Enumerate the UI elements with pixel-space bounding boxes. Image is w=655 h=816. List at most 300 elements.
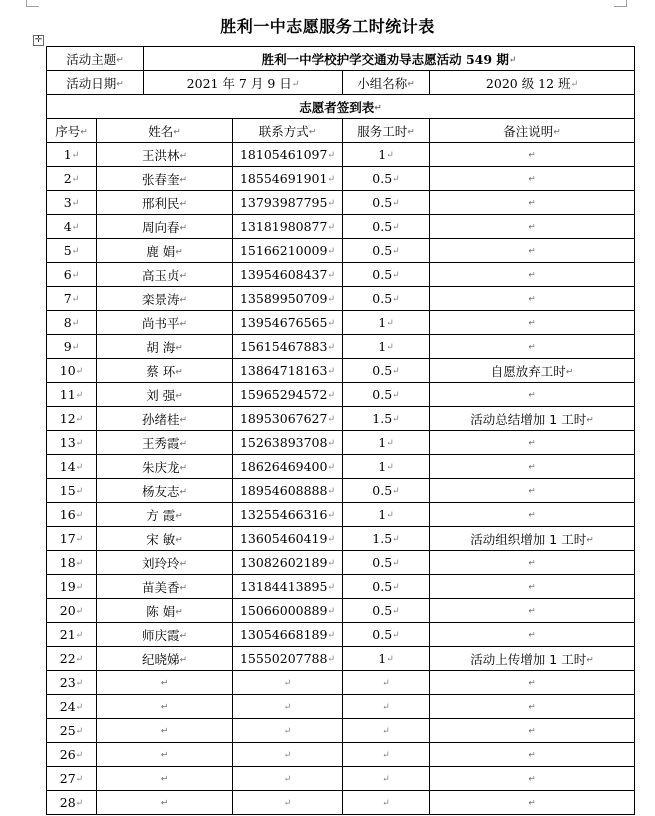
return-mark-icon: ↵ (586, 535, 594, 545)
volunteer-name-cell[interactable] (97, 263, 233, 287)
row-number-cell[interactable] (47, 599, 97, 623)
row-number-cell[interactable] (47, 527, 97, 551)
volunteer-name: 纪晓娣 (141, 651, 180, 667)
date-value[interactable]: 2021 年 7 月 9 日↵ (144, 71, 343, 95)
service-hours-cell[interactable] (343, 503, 430, 527)
service-hours-cell[interactable] (343, 191, 430, 215)
volunteer-name-cell[interactable] (97, 167, 233, 191)
contact-phone-cell[interactable] (233, 383, 343, 407)
row-number-cell[interactable] (47, 263, 97, 287)
move-handle-icon[interactable]: ✛ (34, 35, 43, 45)
return-mark-icon: ↵ (175, 247, 183, 257)
volunteer-name: 朱庆龙 (141, 459, 180, 475)
row-number-cell[interactable] (47, 167, 97, 191)
return-mark-icon: ↵ (382, 798, 390, 809)
row-number-cell[interactable] (47, 191, 97, 215)
contact-phone-cell[interactable] (233, 239, 343, 263)
remark-cell[interactable] (430, 239, 635, 263)
return-mark-icon: ↵ (392, 198, 400, 209)
return-mark-icon: ↵ (586, 415, 594, 425)
service-hours: 0.5 (372, 291, 393, 306)
contact-phone-cell[interactable] (233, 359, 343, 383)
service-hours-cell[interactable] (343, 767, 430, 791)
row-number-cell[interactable] (47, 215, 97, 239)
remark: 自愿放弃工时 (490, 363, 566, 379)
service-hours-cell[interactable] (343, 599, 430, 623)
remark-cell[interactable] (430, 671, 635, 695)
remark-cell[interactable] (430, 167, 635, 191)
contact-phone: 18954608888 (239, 483, 328, 498)
row-number: 28 (59, 795, 76, 810)
service-hours: 1 (378, 147, 387, 162)
contact-phone: 15166210009 (239, 243, 328, 258)
volunteer-name: 刘 强 (146, 387, 176, 403)
volunteer-name-cell[interactable] (97, 647, 233, 671)
row-number-cell[interactable] (47, 407, 97, 431)
contact-phone-cell[interactable] (233, 695, 343, 719)
return-mark-icon: ↵ (392, 390, 400, 401)
return-mark-icon: ↵ (327, 270, 336, 281)
contact-phone-cell[interactable] (233, 407, 343, 431)
contact-phone-cell[interactable] (233, 791, 343, 815)
service-hours-cell[interactable] (343, 479, 430, 503)
row-number-cell[interactable] (47, 551, 97, 575)
volunteer-name-cell[interactable] (97, 215, 233, 239)
return-mark-icon: ↵ (327, 294, 336, 305)
service-hours: 0.5 (372, 267, 393, 282)
table-row (47, 383, 635, 407)
volunteer-name: 周向春 (141, 219, 180, 235)
table-row (47, 239, 635, 263)
date-label: 活动日期↵ (47, 71, 144, 95)
return-mark-icon: ↵ (71, 222, 80, 233)
remark-cell[interactable] (430, 743, 635, 767)
return-mark-icon: ↵ (382, 726, 390, 737)
row-number-cell[interactable] (47, 479, 97, 503)
remark-cell[interactable] (430, 455, 635, 479)
service-hours-cell[interactable] (343, 215, 430, 239)
table-row (47, 479, 635, 503)
volunteer-name: 宋 敏 (146, 531, 176, 547)
return-mark-icon: ↵ (528, 510, 536, 521)
volunteer-name: 蔡 环 (146, 363, 176, 379)
volunteer-name-cell[interactable] (97, 791, 233, 815)
return-mark-icon: ↵ (179, 439, 188, 449)
return-mark-icon: ↵ (75, 414, 84, 425)
contact-phone: 15550207788 (239, 651, 328, 666)
row-number-cell[interactable] (47, 743, 97, 767)
return-mark-icon: ↵ (528, 150, 536, 161)
return-mark-icon: ↵ (327, 582, 336, 593)
contact-phone-cell[interactable] (233, 767, 343, 791)
return-mark-icon: ↵ (75, 654, 84, 665)
volunteer-name-cell[interactable] (97, 311, 233, 335)
return-mark-icon: ↵ (528, 702, 536, 713)
service-hours: 1 (378, 435, 387, 450)
row-number-cell[interactable] (47, 695, 97, 719)
return-mark-icon: ↵ (75, 774, 84, 785)
return-mark-icon: ↵ (392, 630, 400, 641)
return-mark-icon: ↵ (528, 606, 536, 617)
volunteer-name-cell[interactable] (97, 623, 233, 647)
contact-phone: 13793987795 (239, 195, 328, 210)
volunteer-name-cell[interactable] (97, 239, 233, 263)
return-mark-icon: ↵ (327, 534, 336, 545)
row-number: 26 (59, 747, 76, 762)
volunteer-name-cell[interactable] (97, 527, 233, 551)
return-mark-icon: ↵ (327, 318, 336, 329)
return-mark-icon: ↵ (160, 678, 169, 689)
contact-phone: 13954608437 (239, 267, 328, 282)
worktime-table (46, 46, 635, 815)
contact-phone-cell[interactable] (233, 263, 343, 287)
remark-cell[interactable] (430, 695, 635, 719)
service-hours-cell[interactable] (343, 239, 430, 263)
return-mark-icon: ↵ (528, 198, 536, 209)
return-mark-icon: ↵ (160, 726, 169, 737)
return-mark-icon: ↵ (283, 798, 292, 809)
row-number-cell[interactable] (47, 455, 97, 479)
contact-phone: 18105461097 (239, 147, 328, 162)
return-mark-icon: ↵ (528, 174, 536, 185)
volunteer-name-cell[interactable] (97, 191, 233, 215)
table-row (47, 791, 635, 815)
volunteer-name: 陈 娟 (146, 603, 176, 619)
return-mark-icon: ↵ (528, 774, 536, 785)
service-hours-cell[interactable] (343, 431, 430, 455)
row-number-cell[interactable] (47, 671, 97, 695)
remark-cell[interactable] (430, 215, 635, 239)
row-number-cell[interactable] (47, 503, 97, 527)
remark-cell[interactable] (430, 407, 635, 431)
service-hours-cell[interactable] (343, 143, 430, 167)
return-mark-icon: ↵ (75, 534, 84, 545)
return-mark-icon: ↵ (327, 390, 336, 401)
row-number-cell[interactable] (47, 431, 97, 455)
service-hours-cell[interactable] (343, 455, 430, 479)
remark-cell[interactable] (430, 191, 635, 215)
column-header-row (47, 119, 635, 143)
table-row (47, 455, 635, 479)
volunteer-name-cell[interactable] (97, 383, 233, 407)
volunteer-name-cell[interactable] (97, 671, 233, 695)
service-hours: 0.5 (372, 483, 393, 498)
row-number-cell[interactable] (47, 623, 97, 647)
col-header-note: 备注说明↵ (430, 119, 635, 143)
remark-cell[interactable] (430, 791, 635, 815)
volunteer-name-cell[interactable] (97, 359, 233, 383)
service-hours-cell[interactable] (343, 575, 430, 599)
row-number-cell[interactable] (47, 311, 97, 335)
return-mark-icon: ↵ (327, 438, 336, 449)
volunteer-name-cell[interactable] (97, 767, 233, 791)
table-row (47, 719, 635, 743)
contact-phone-cell[interactable] (233, 647, 343, 671)
remark-cell[interactable] (430, 575, 635, 599)
return-mark-icon: ↵ (528, 318, 536, 329)
remark-cell[interactable] (430, 479, 635, 503)
service-hours-cell[interactable] (343, 383, 430, 407)
return-mark-icon: ↵ (71, 150, 80, 161)
table-row (47, 575, 635, 599)
contact-phone-cell[interactable] (233, 743, 343, 767)
contact-phone: 15066000889 (239, 603, 328, 618)
volunteer-name: 方 霞 (146, 507, 176, 523)
return-mark-icon: ↵ (327, 414, 336, 425)
remark-cell[interactable] (430, 551, 635, 575)
return-mark-icon: ↵ (179, 151, 188, 161)
row-number-cell[interactable] (47, 143, 97, 167)
service-hours-cell[interactable] (343, 791, 430, 815)
service-hours-cell[interactable] (343, 671, 430, 695)
service-hours-cell[interactable] (343, 167, 430, 191)
volunteer-name-cell[interactable] (97, 599, 233, 623)
row-number-cell[interactable] (47, 791, 97, 815)
volunteer-name-cell[interactable] (97, 551, 233, 575)
return-mark-icon: ↵ (175, 535, 183, 545)
col-header-phone: 联系方式↵ (233, 119, 343, 143)
volunteer-name-cell[interactable] (97, 407, 233, 431)
table-row (47, 335, 635, 359)
return-mark-icon: ↵ (327, 558, 336, 569)
row-number: 9 (63, 339, 72, 354)
remark-cell[interactable] (430, 383, 635, 407)
return-mark-icon: ↵ (179, 631, 188, 641)
return-mark-icon: ↵ (386, 150, 394, 161)
table-row (47, 599, 635, 623)
contact-phone-cell[interactable] (233, 623, 343, 647)
contact-phone-cell[interactable] (233, 455, 343, 479)
return-mark-icon: ↵ (586, 655, 594, 665)
service-hours-cell[interactable] (343, 287, 430, 311)
col-header-hours: 服务工时↵ (343, 119, 430, 143)
contact-phone-cell[interactable] (233, 311, 343, 335)
return-mark-icon: ↵ (75, 558, 84, 569)
row-number-cell[interactable] (47, 383, 97, 407)
return-mark-icon: ↵ (528, 630, 536, 641)
remark-cell[interactable] (430, 647, 635, 671)
return-mark-icon: ↵ (528, 438, 536, 449)
volunteer-name-cell[interactable] (97, 719, 233, 743)
date-row (47, 71, 635, 95)
remark-cell[interactable] (430, 527, 635, 551)
contact-phone-cell[interactable] (233, 671, 343, 695)
contact-phone: 18953067627 (239, 411, 328, 426)
contact-phone-cell[interactable] (233, 143, 343, 167)
volunteer-name-cell[interactable] (97, 335, 233, 359)
row-number: 5 (63, 243, 72, 258)
return-mark-icon: ↵ (283, 750, 292, 761)
contact-phone-cell[interactable] (233, 431, 343, 455)
return-mark-icon: ↵ (386, 342, 394, 353)
remark-cell[interactable] (430, 623, 635, 647)
return-mark-icon: ↵ (327, 606, 336, 617)
contact-phone-cell[interactable] (233, 479, 343, 503)
service-hours: 0.5 (372, 219, 393, 234)
remark-cell[interactable] (430, 143, 635, 167)
remark-cell[interactable] (430, 287, 635, 311)
return-mark-icon: ↵ (528, 270, 536, 281)
return-mark-icon: ↵ (75, 510, 84, 521)
contact-phone: 13589950709 (239, 291, 328, 306)
service-hours-cell[interactable] (343, 647, 430, 671)
row-number: 11 (59, 387, 76, 402)
volunteer-name-cell[interactable] (97, 479, 233, 503)
contact-phone: 13954676565 (239, 315, 328, 330)
return-mark-icon: ↵ (327, 150, 336, 161)
return-mark-icon: ↵ (392, 270, 400, 281)
row-number: 17 (59, 531, 76, 546)
volunteer-name: 王秀霞 (141, 435, 180, 451)
row-number-cell[interactable] (47, 239, 97, 263)
contact-phone-cell[interactable] (233, 503, 343, 527)
return-mark-icon: ↵ (75, 582, 84, 593)
return-mark-icon: ↵ (179, 655, 188, 665)
row-number: 24 (59, 699, 76, 714)
return-mark-icon: ↵ (386, 438, 394, 449)
table-row (47, 431, 635, 455)
table-row (47, 143, 635, 167)
page-corner-mark-left (26, 0, 39, 7)
row-number: 2 (63, 171, 72, 186)
return-mark-icon: ↵ (327, 222, 336, 233)
service-hours-cell[interactable] (343, 359, 430, 383)
service-hours-cell[interactable] (343, 695, 430, 719)
table-row (47, 215, 635, 239)
return-mark-icon: ↵ (386, 318, 394, 329)
return-mark-icon: ↵ (179, 415, 188, 425)
return-mark-icon: ↵ (179, 487, 188, 497)
remark-cell[interactable] (430, 503, 635, 527)
service-hours-cell[interactable] (343, 551, 430, 575)
contact-phone-cell[interactable] (233, 575, 343, 599)
contact-phone-cell[interactable] (233, 287, 343, 311)
volunteer-name-cell[interactable] (97, 431, 233, 455)
service-hours-cell[interactable] (343, 527, 430, 551)
volunteer-name-cell[interactable] (97, 695, 233, 719)
return-mark-icon: ↵ (392, 582, 400, 593)
service-hours-cell[interactable] (343, 311, 430, 335)
remark-cell[interactable] (430, 431, 635, 455)
return-mark-icon: ↵ (327, 246, 336, 257)
contact-phone: 18626469400 (239, 459, 328, 474)
service-hours-cell[interactable] (343, 335, 430, 359)
return-mark-icon: ↵ (75, 750, 84, 761)
row-number-cell[interactable] (47, 719, 97, 743)
return-mark-icon: ↵ (283, 774, 292, 785)
volunteer-name-cell[interactable] (97, 575, 233, 599)
return-mark-icon: ↵ (71, 318, 80, 329)
volunteer-name: 高玉贞 (141, 267, 180, 283)
return-mark-icon: ↵ (75, 702, 84, 713)
return-mark-icon: ↵ (528, 246, 536, 257)
remark-cell[interactable] (430, 599, 635, 623)
theme-value[interactable]: 胜利一中学校护学交通劝导志愿活动 549 期↵ (144, 47, 635, 71)
return-mark-icon: ↵ (528, 294, 536, 305)
return-mark-icon: ↵ (392, 222, 400, 233)
row-number: 23 (59, 675, 76, 690)
service-hours-cell[interactable] (343, 623, 430, 647)
row-number-cell[interactable] (47, 335, 97, 359)
row-number-cell[interactable] (47, 575, 97, 599)
contact-phone-cell[interactable] (233, 191, 343, 215)
volunteer-name-cell[interactable] (97, 143, 233, 167)
contact-phone: 13184413895 (239, 579, 328, 594)
volunteer-name-cell[interactable] (97, 287, 233, 311)
contact-phone-cell[interactable] (233, 167, 343, 191)
table-row (47, 647, 635, 671)
service-hours: 0.5 (372, 579, 393, 594)
remark-cell[interactable] (430, 719, 635, 743)
row-number-cell[interactable] (47, 287, 97, 311)
volunteer-name: 孙绪桂 (141, 411, 180, 427)
volunteer-name: 鹿 娟 (146, 243, 176, 259)
service-hours: 1.5 (372, 411, 393, 426)
row-number-cell[interactable] (47, 647, 97, 671)
contact-phone-cell[interactable] (233, 215, 343, 239)
row-number-cell[interactable] (47, 359, 97, 383)
return-mark-icon: ↵ (528, 798, 536, 809)
service-hours: 1 (378, 459, 387, 474)
row-number-cell[interactable] (47, 767, 97, 791)
service-hours-cell[interactable] (343, 719, 430, 743)
return-mark-icon: ↵ (327, 486, 336, 497)
volunteer-name-cell[interactable] (97, 503, 233, 527)
return-mark-icon: ↵ (179, 559, 188, 569)
volunteer-name: 邢利民 (141, 195, 180, 211)
row-number: 8 (63, 315, 72, 330)
return-mark-icon: ↵ (75, 390, 84, 401)
return-mark-icon: ↵ (327, 630, 336, 641)
service-hours-cell[interactable] (343, 743, 430, 767)
service-hours-cell[interactable] (343, 263, 430, 287)
remark-cell[interactable] (430, 767, 635, 791)
remark-cell[interactable] (430, 335, 635, 359)
row-number: 27 (59, 771, 76, 786)
contact-phone-cell[interactable] (233, 551, 343, 575)
service-hours-cell[interactable] (343, 407, 430, 431)
contact-phone-cell[interactable] (233, 527, 343, 551)
remark-cell[interactable] (430, 311, 635, 335)
service-hours: 1.5 (372, 531, 393, 546)
row-number: 10 (59, 363, 76, 378)
return-mark-icon: ↵ (528, 342, 536, 353)
service-hours: 0.5 (372, 555, 393, 570)
return-mark-icon: ↵ (160, 798, 169, 809)
volunteer-name-cell[interactable] (97, 455, 233, 479)
table-row (47, 551, 635, 575)
service-hours: 0.5 (372, 363, 393, 378)
contact-phone-cell[interactable] (233, 335, 343, 359)
return-mark-icon: ↵ (386, 462, 394, 473)
remark-cell[interactable] (430, 263, 635, 287)
return-mark-icon: ↵ (75, 366, 84, 377)
row-number: 14 (59, 459, 76, 474)
return-mark-icon: ↵ (528, 582, 536, 593)
return-mark-icon: ↵ (179, 199, 188, 209)
contact-phone-cell[interactable] (233, 719, 343, 743)
return-mark-icon: ↵ (75, 438, 84, 449)
theme-label: 活动主题↵ (47, 47, 144, 71)
volunteer-name-cell[interactable] (97, 743, 233, 767)
volunteer-name: 苗美香 (141, 579, 180, 595)
group-value[interactable]: 2020 级 12 班↵ (430, 71, 635, 95)
return-mark-icon: ↵ (528, 750, 536, 761)
remark-cell[interactable] (430, 359, 635, 383)
return-mark-icon: ↵ (75, 726, 84, 737)
contact-phone-cell[interactable] (233, 599, 343, 623)
return-mark-icon: ↵ (179, 223, 188, 233)
